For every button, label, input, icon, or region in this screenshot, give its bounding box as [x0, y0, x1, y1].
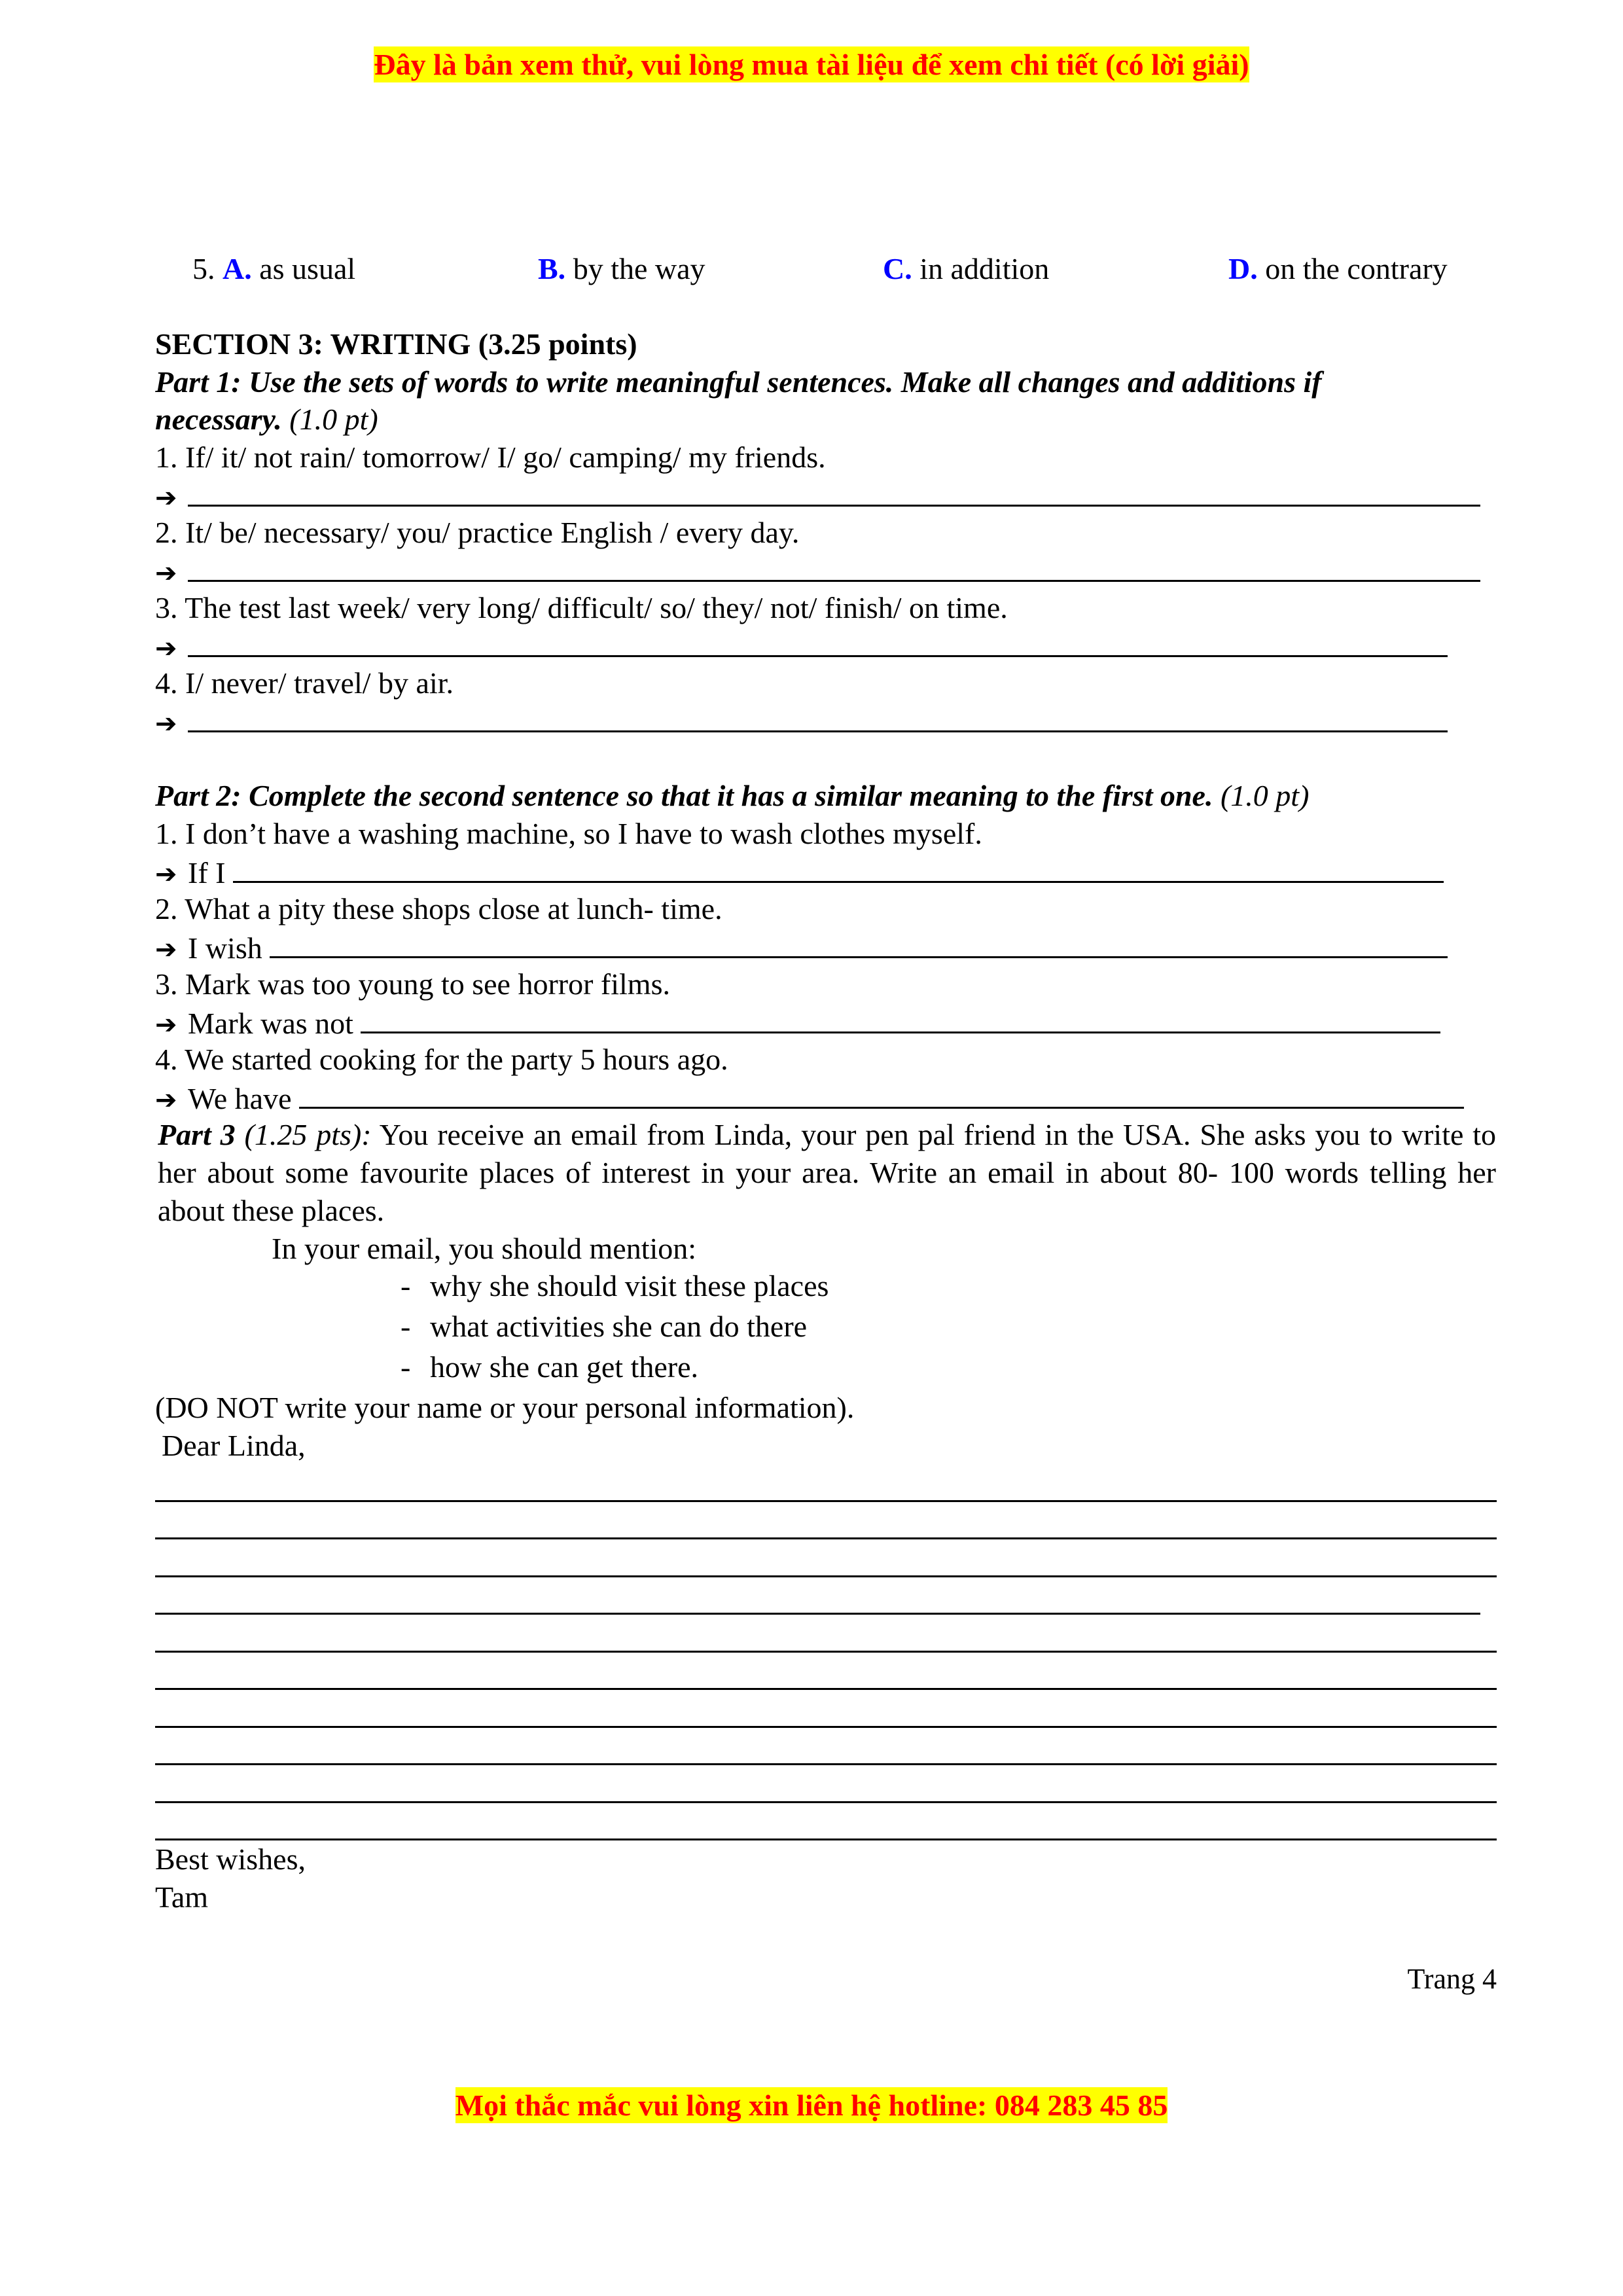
note-text: (DO NOT write your name or your personal information). [155, 1391, 855, 1424]
answer-line[interactable] [155, 626, 1497, 664]
part2-item [155, 815, 1497, 853]
closing-text: Best wishes, [155, 1842, 306, 1876]
answer-blank[interactable] [299, 1078, 1464, 1109]
bullet-text: how she can get there. [430, 1350, 699, 1384]
signature [155, 1878, 1497, 1916]
arrow-icon: ➔ [155, 483, 177, 513]
writing-line[interactable] [155, 1577, 1480, 1615]
arrow-icon: ➔ [155, 1085, 177, 1115]
part1-item [155, 589, 1497, 627]
option-letter: B. [538, 252, 566, 285]
option-letter: D. [1228, 252, 1258, 285]
question-number: 5. [192, 252, 215, 285]
part2-sentence: 1. I don’t have a washing machine, so I have to wash clothes myself. [155, 816, 982, 850]
part2-sentence: 2. What a pity these shops close at lunch- time. [155, 891, 722, 925]
mention-intro [155, 1230, 1497, 1268]
part1-item-text: 3. The test last week/ very long/ difficult/ so/ they/ not/ finish/ on time. [155, 590, 1008, 624]
hotline-banner-text: Mọi thắc mắc vui lòng xin liên hệ hotline: 084 283 45 85 [455, 2089, 1168, 2122]
page-number: Trang 4 [1407, 1963, 1497, 1995]
answer-prompt: We have [188, 1082, 292, 1115]
part2-points: (1.0 pt) [1220, 779, 1310, 812]
answer-line[interactable] [155, 852, 1497, 890]
answer-prompt: I wish [188, 931, 262, 965]
part1-item [155, 514, 1497, 552]
writing-line[interactable] [155, 1653, 1497, 1691]
writing-line[interactable] [155, 1765, 1497, 1803]
bullet-item [155, 1308, 1497, 1348]
option-a [192, 250, 355, 288]
part1-instruction-line1: Part 1: Use the sets of words to write meaningful sentences. Make all changes and additions if [155, 365, 1322, 399]
answer-blank[interactable] [233, 852, 1444, 883]
greeting [155, 1427, 1497, 1465]
option-text: by the way [573, 252, 705, 285]
part1-instruction [155, 363, 1497, 401]
page-content [155, 250, 1497, 1916]
writing-line[interactable] [155, 1690, 1497, 1728]
bullet-dash: - [401, 1269, 411, 1302]
bullet-text: what activities she can do there [430, 1310, 808, 1343]
section-title-text: SECTION 3: WRITING (3.25 points) [155, 327, 637, 361]
option-text: on the contrary [1265, 252, 1448, 285]
mention-intro-text: In your email, you should mention: [272, 1231, 697, 1265]
option-letter: C. [883, 252, 912, 285]
bullet-item [155, 1267, 1497, 1308]
option-text: as usual [259, 252, 356, 285]
section-title [155, 325, 1497, 363]
signature-text: Tam [155, 1880, 209, 1914]
arrow-icon: ➔ [155, 935, 177, 965]
arrow-icon: ➔ [155, 1010, 177, 1040]
part1-instruction-line2: necessary. [155, 403, 282, 436]
writing-line[interactable] [155, 1539, 1497, 1577]
arrow-icon: ➔ [155, 558, 177, 588]
part1-item-text: 2. It/ be/ necessary/ you/ practice English / every day. [155, 515, 800, 549]
greeting-text: Dear Linda, [162, 1428, 306, 1462]
writing-line[interactable] [155, 1803, 1497, 1841]
answer-line[interactable] [155, 476, 1497, 514]
part1-instruction-cont [155, 401, 1497, 439]
preview-banner-text: Đây là bản xem thử, vui lòng mua tài liệu để xem chi tiết (có lời giải) [374, 48, 1249, 81]
writing-line[interactable] [155, 1502, 1497, 1540]
question-5-options [155, 250, 1497, 288]
closing [155, 1840, 1497, 1878]
option-c [883, 250, 1049, 288]
part3-body: You receive an email from Linda, your pen pal friend in the USA. She asks you to write to her about some favourite places of interest in your area. Write an email in about 80- 100 words telling her about these places. [158, 1117, 1497, 1227]
part2-item [155, 965, 1497, 1003]
hotline-banner [0, 2088, 1623, 2123]
option-text: in addition [919, 252, 1050, 285]
part1-item [155, 664, 1497, 702]
part2-sentence: 4. We started cooking for the party 5 hours ago. [155, 1042, 728, 1076]
answer-line[interactable] [155, 1078, 1497, 1116]
part3-label: Part 3 [158, 1117, 236, 1151]
part1-item-text: 1. If/ it/ not rain/ tomorrow/ I/ go/ camping/ my friends. [155, 440, 826, 474]
part3-prompt [158, 1116, 1496, 1230]
option-letter: A. [223, 252, 252, 285]
arrow-icon: ➔ [155, 709, 177, 739]
part2-instruction [155, 777, 1497, 815]
part2-item [155, 890, 1497, 928]
answer-line[interactable] [155, 551, 1497, 589]
answer-blank[interactable] [188, 551, 1480, 582]
note [155, 1389, 1497, 1427]
part1-points: (1.0 pt) [289, 403, 378, 436]
part1-item [155, 439, 1497, 476]
bullet-text: why she should visit these places [430, 1269, 829, 1302]
option-d [1228, 250, 1448, 288]
answer-line[interactable] [155, 1003, 1497, 1041]
answer-blank[interactable] [188, 476, 1480, 507]
answer-prompt: Mark was not [188, 1007, 353, 1040]
part1-item-text: 4. I/ never/ travel/ by air. [155, 666, 454, 700]
bullet-dash: - [401, 1310, 411, 1343]
arrow-icon: ➔ [155, 859, 177, 889]
bullet-item [155, 1348, 1497, 1389]
part2-sentence: 3. Mark was too young to see horror films. [155, 967, 670, 1001]
arrow-icon: ➔ [155, 634, 177, 664]
email-writing-area[interactable] [155, 1464, 1497, 1840]
part3-points: (1.25 pts): [244, 1117, 372, 1151]
part2-item [155, 1041, 1497, 1079]
option-b [538, 250, 705, 288]
answer-prompt: If I [188, 856, 226, 889]
writing-line[interactable] [155, 1464, 1497, 1502]
bullet-dash: - [401, 1350, 411, 1384]
answer-blank[interactable] [188, 702, 1448, 732]
writing-line[interactable] [155, 1728, 1497, 1766]
answer-blank[interactable] [361, 1003, 1440, 1033]
answer-line[interactable] [155, 927, 1497, 965]
answer-blank[interactable] [188, 626, 1448, 657]
preview-banner [0, 47, 1623, 82]
part2-instruction-text: Part 2: Complete the second sentence so that it has a similar meaning to the first one. [155, 779, 1213, 812]
answer-blank[interactable] [270, 927, 1448, 958]
writing-line[interactable] [155, 1615, 1497, 1653]
answer-line[interactable] [155, 702, 1497, 740]
